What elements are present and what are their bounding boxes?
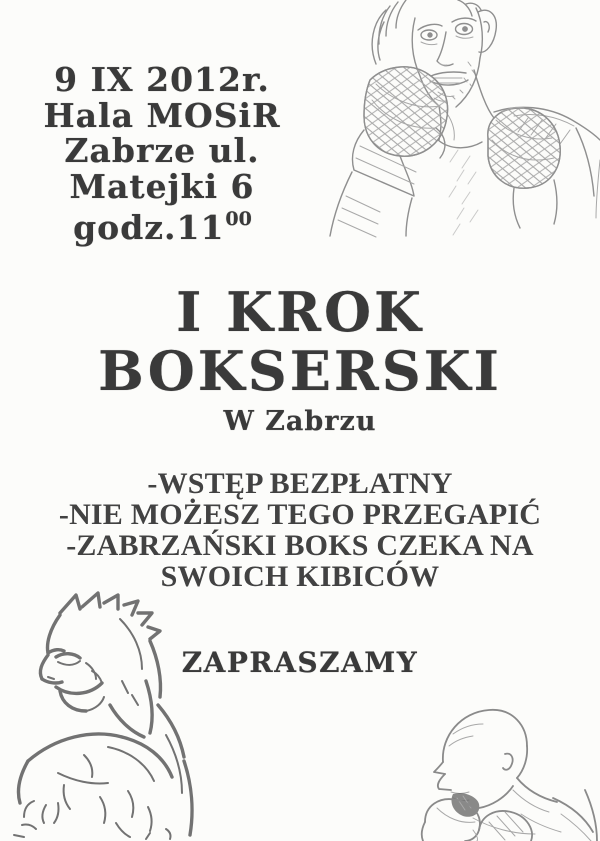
- event-time: [36, 204, 288, 246]
- event-venue: Hala MOSiR: [43, 95, 281, 135]
- poster-title: [0, 280, 600, 403]
- event-date: 9 IX 2012r.: [54, 60, 270, 99]
- event-time-superscript: 00: [225, 208, 252, 230]
- boxer-portrait-sketch: [318, 0, 600, 238]
- event-time-label: godz.11: [73, 208, 225, 247]
- event-address-street: Matejki 6: [69, 166, 255, 206]
- bullet-item-free-entry: -WSTĘP BEZPŁATNY: [147, 467, 453, 500]
- closing-text: ZAPRASZAMY: [181, 646, 419, 679]
- poster-title-line2: BOKSERSKI: [98, 339, 502, 403]
- muscular-figure-sketch: [0, 585, 215, 841]
- event-details-block: [36, 62, 288, 246]
- event-address-city: Zabrze ul.: [64, 131, 260, 170]
- bullet-list: [30, 468, 570, 592]
- bald-boxer-sketch: [413, 698, 600, 841]
- bullet-item-cant-miss: -NIE MOŻESZ TEGO PRZEGAPIĆ: [58, 498, 542, 531]
- poster-subtitle: W Zabrzu: [223, 406, 377, 437]
- bullet-item-boxing-awaits: -ZABRZAŃSKI BOKS CZEKA NA SWOICH KIBICÓW: [66, 529, 534, 593]
- poster-title-line1: I KROK: [176, 280, 424, 344]
